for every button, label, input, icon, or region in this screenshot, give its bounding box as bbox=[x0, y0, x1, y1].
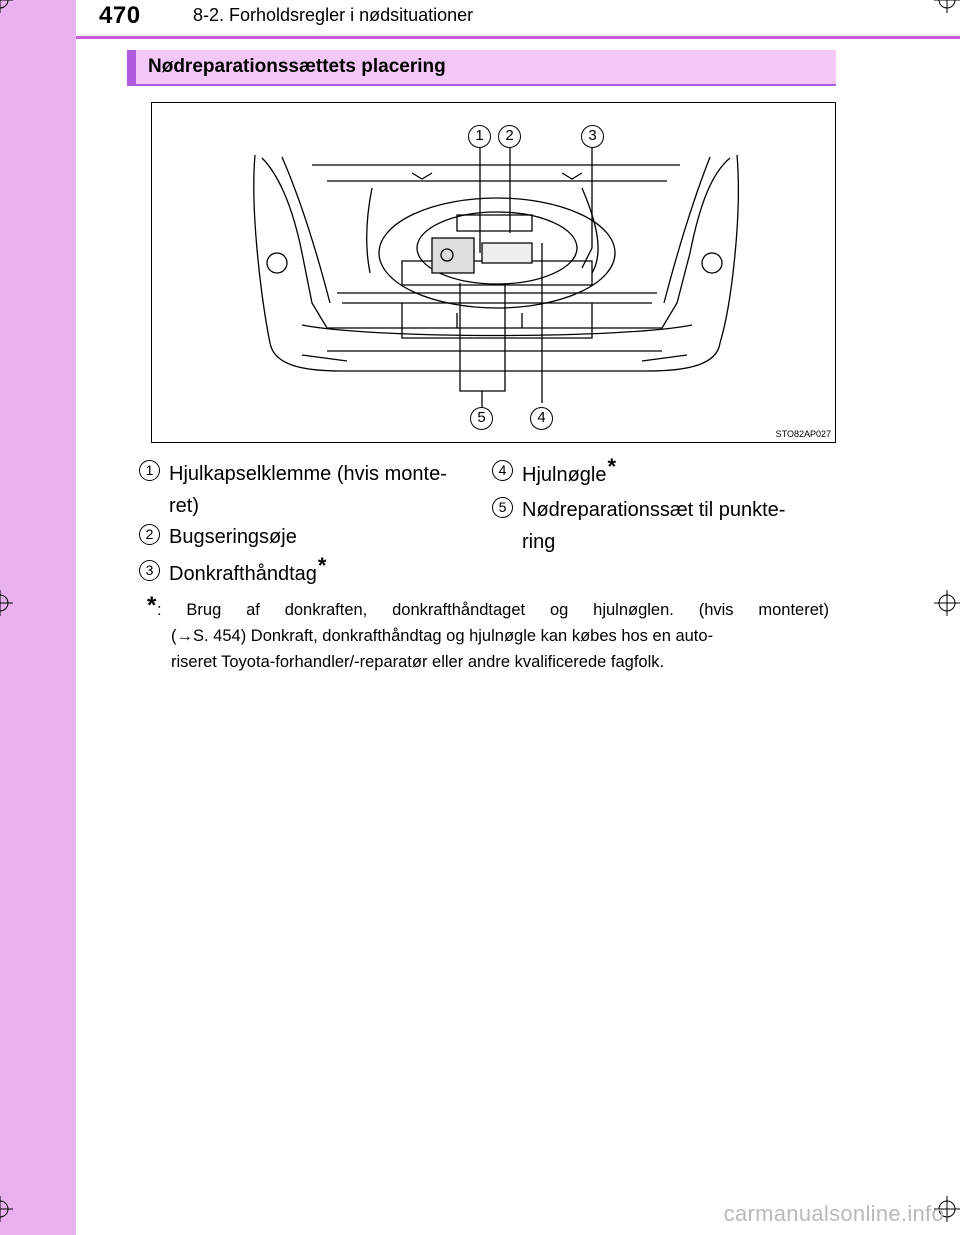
legend-text: Hjulkapselklemme (hvis monte- bbox=[169, 463, 447, 485]
legend-number: 5 bbox=[492, 497, 513, 518]
legend-item-3 bbox=[169, 553, 327, 590]
legend-text-cont: ret) bbox=[169, 495, 199, 517]
legend-text: Donkrafthåndtag bbox=[169, 563, 317, 585]
legend-item-4 bbox=[522, 454, 617, 491]
footnote bbox=[157, 597, 829, 675]
watermark: carmanualsonline.info bbox=[723, 1201, 944, 1226]
legend-item-1 bbox=[169, 458, 464, 522]
legend-item-5 bbox=[522, 494, 827, 558]
callout-4: 4 bbox=[530, 407, 553, 430]
legend-text-cont: ring bbox=[522, 531, 556, 553]
crop-mark-icon bbox=[0, 1196, 13, 1222]
legend-text: Nødreparationssæt til punkte- bbox=[522, 499, 786, 521]
asterisk: * bbox=[607, 454, 617, 479]
crop-mark-icon bbox=[934, 590, 960, 616]
crop-mark-icon bbox=[934, 0, 960, 13]
header-rule bbox=[76, 36, 960, 39]
footnote-line: (→S. 454) Donkraft, donkrafthåndtag og hjulnøgle kan købes hos en auto- bbox=[171, 627, 714, 645]
legend-item-2 bbox=[169, 521, 297, 553]
legend-text: Hjulnøgle bbox=[522, 464, 607, 486]
legend-number: 3 bbox=[139, 560, 160, 581]
legend-number: 1 bbox=[139, 460, 160, 481]
legend-number: 2 bbox=[139, 524, 160, 545]
figure-code: STO82AP027 bbox=[775, 429, 831, 439]
note-asterisk: * bbox=[147, 592, 157, 619]
crop-mark-icon bbox=[0, 0, 13, 13]
footnote-line: : Brug af donkraften, donkrafthåndtaget og hjulnøglen. (hvis monteret) bbox=[157, 601, 829, 619]
crop-mark-icon bbox=[0, 590, 13, 616]
callout-5: 5 bbox=[470, 407, 493, 430]
left-margin-band bbox=[0, 0, 76, 1235]
callout-2: 2 bbox=[498, 125, 521, 148]
car-trunk-drawing bbox=[152, 103, 837, 444]
chapter-title: 8-2. Forholdsregler i nødsituationer bbox=[193, 5, 474, 25]
footnote-line: riseret Toyota-forhandler/-reparatør eller andre kvalificerede fagfolk. bbox=[171, 653, 665, 671]
asterisk: * bbox=[317, 553, 327, 578]
legend-text: Bugseringsøje bbox=[169, 526, 297, 548]
page-number: 470 bbox=[99, 2, 141, 29]
callout-3: 3 bbox=[581, 125, 604, 148]
legend-number: 4 bbox=[492, 460, 513, 481]
trunk-illustration bbox=[151, 102, 836, 443]
section-heading-box bbox=[127, 50, 836, 86]
callout-1: 1 bbox=[468, 125, 491, 148]
section-heading: Nødreparationssættets placering bbox=[148, 56, 446, 77]
